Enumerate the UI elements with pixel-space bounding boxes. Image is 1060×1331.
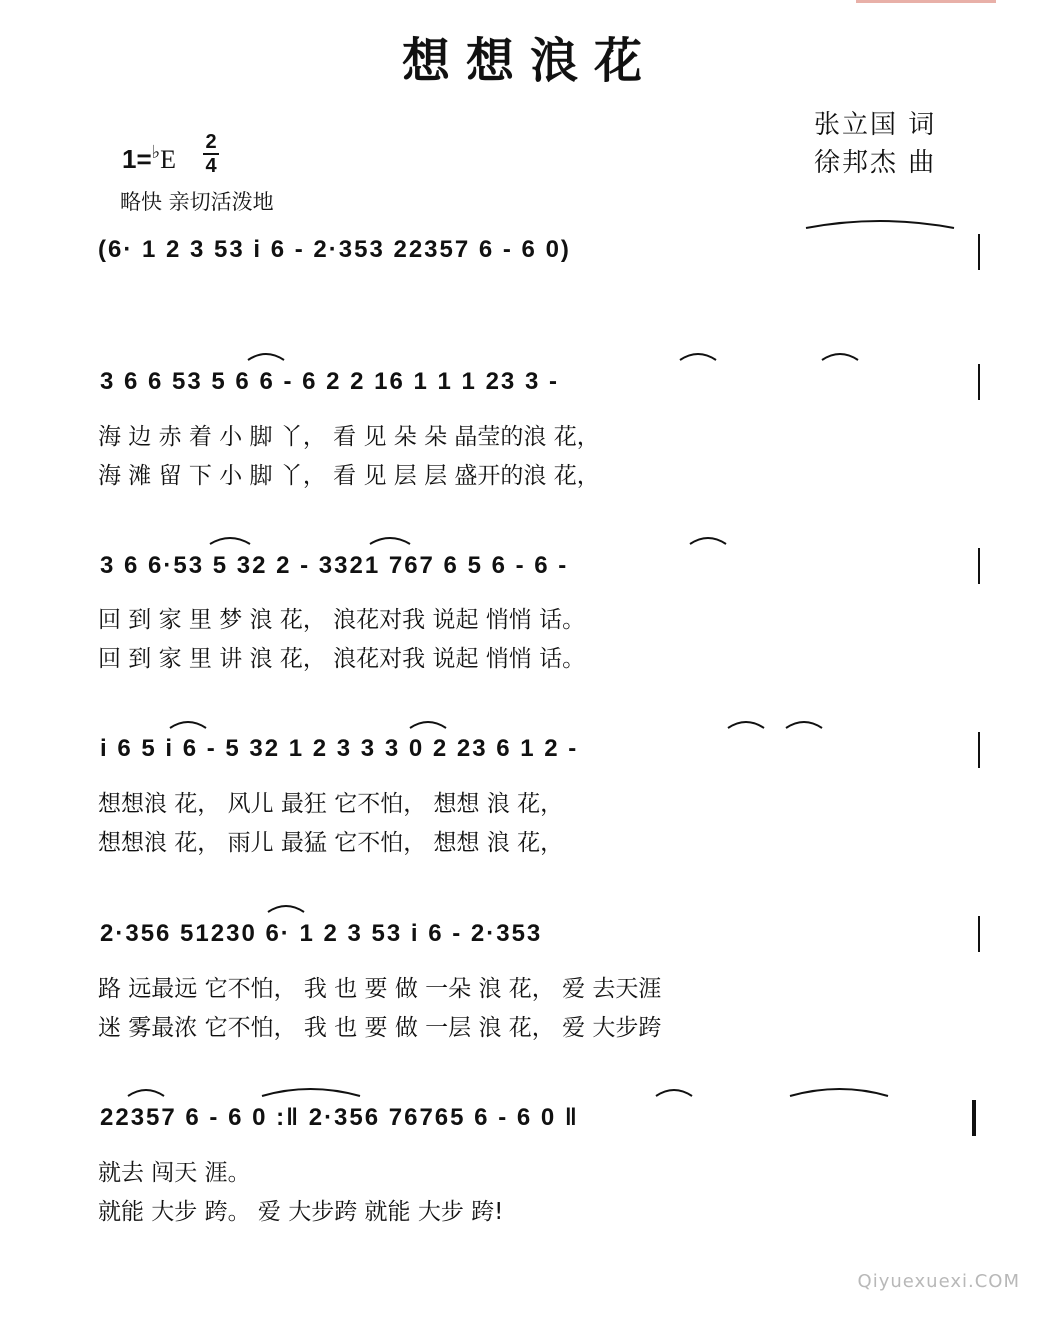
lyric-line-4a: 想想浪 花， 风儿 最狂 它不怕， 想想 浪 花， xyxy=(98,791,564,817)
slur-arc xyxy=(268,906,304,912)
slur-arc xyxy=(680,354,716,360)
tempo-marking: 略快 亲切活泼地 xyxy=(120,190,274,214)
lyricist-credit: 张立国 词 xyxy=(814,110,937,140)
notation-line-4: i 6 5 i 6 - 5 32 1 2 3 3 3 0 2 23 6 1 2 - xyxy=(100,735,579,762)
notation-line-6: 22357 6 - 6 0 :‖ 2·356 76765 6 - 6 0 ‖ xyxy=(100,1104,579,1131)
lyric-line-3b: 回 到 家 里 讲 浪 花， 浪花对我 说起 悄悄 话。 xyxy=(98,646,586,672)
notation-line-1: (6· 1 2 3 53 i 6 - 2·353 22357 6 - 6 0) xyxy=(98,236,571,263)
meter-top: 2 xyxy=(205,131,217,153)
notation-line-5: 2·356 51230 6· 1 2 3 53 i 6 - 2·353 xyxy=(100,920,543,947)
lyric-line-2a: 海 边 赤 着 小 脚 丫， 看 见 朵 朵 晶莹的浪 花， xyxy=(98,424,600,450)
slur-arc xyxy=(822,354,858,360)
tie-arc xyxy=(806,221,954,228)
watermark: Qiyuexuexi.COM xyxy=(857,1271,1020,1292)
slur-arc xyxy=(690,538,726,544)
composer-credit: 徐邦杰 曲 xyxy=(814,148,937,178)
lyric-line-4b: 想想浪 花， 雨儿 最猛 它不怕， 想想 浪 花， xyxy=(98,830,564,856)
lyric-line-5b: 迷 雾最浓 它不怕， 我 也 要 做 一层 浪 花， 爱 大步跨 xyxy=(98,1015,662,1041)
song-title: 想想浪花 xyxy=(401,33,658,89)
lyric-line-2b: 海 滩 留 下 小 脚 丫， 看 见 层 层 盛开的浪 花， xyxy=(98,463,600,489)
flat-sign: ♭ xyxy=(151,142,161,162)
slur-arc xyxy=(728,722,764,728)
lyric-line-5a: 路 远最远 它不怕， 我 也 要 做 一朵 浪 花， 爱 去天涯 xyxy=(98,976,662,1002)
slur-arc xyxy=(128,1090,164,1096)
slur-arc xyxy=(410,722,446,728)
lyric-line-6b: 就能 大步 跨。 爱 大步跨 就能 大步 跨! xyxy=(98,1199,504,1225)
slur-arc xyxy=(656,1090,692,1096)
slur-arc xyxy=(170,722,206,728)
notation-line-3: 3 6 6·53 5 32 2 - 3321 767 6 5 6 - 6 - xyxy=(100,552,569,579)
key-prefix: 1= xyxy=(122,144,152,174)
slur-arc xyxy=(786,722,822,728)
meter-bottom: 4 xyxy=(205,155,217,177)
lyric-line-6a: 就去 闯天 涯。 xyxy=(98,1160,251,1186)
tie-arc xyxy=(262,1089,360,1096)
slur-arc xyxy=(210,538,250,544)
slur-arc xyxy=(248,354,284,360)
lyric-line-3a: 回 到 家 里 梦 浪 花， 浪花对我 说起 悄悄 话。 xyxy=(98,607,586,633)
key-note: E xyxy=(160,145,177,174)
notation-line-2: 3 6 6 53 5 6 6 - 6 2 2 16 1 1 1 23 3 - xyxy=(100,368,559,395)
tie-arc xyxy=(790,1089,888,1096)
slur-arc xyxy=(370,538,410,544)
